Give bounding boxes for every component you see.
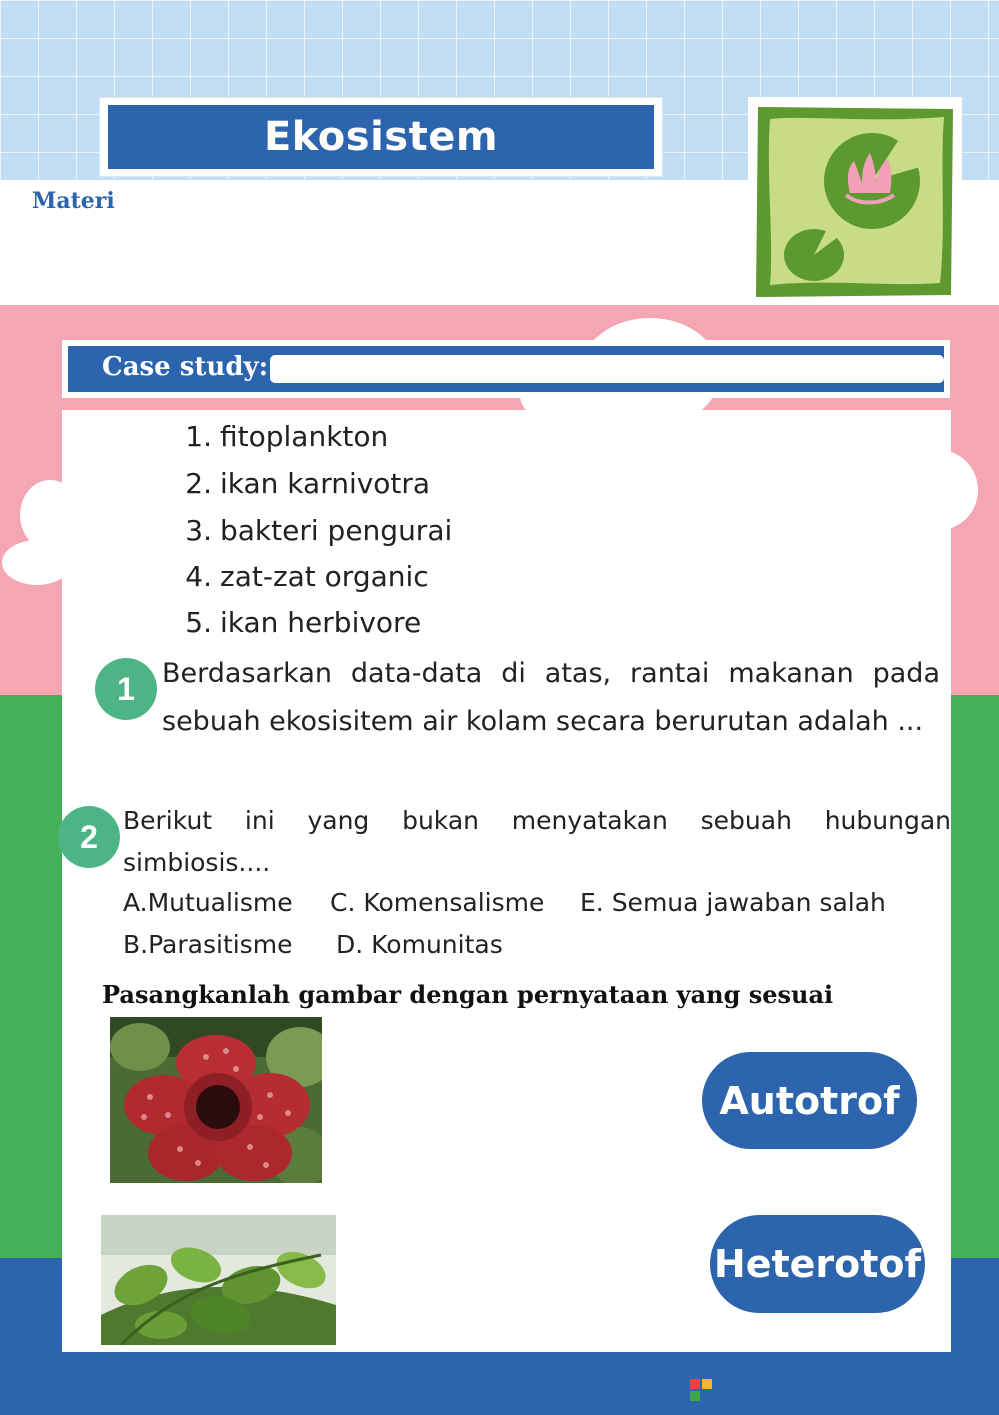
lily-pad-logo xyxy=(748,97,962,305)
label-autotrof[interactable]: Autotrof xyxy=(702,1052,917,1149)
plant-leaves-image[interactable] xyxy=(101,1215,336,1345)
case-study-banner xyxy=(68,346,944,392)
list-number: 5. xyxy=(185,606,212,639)
answer-option[interactable]: E. Semua jawaban salah xyxy=(580,888,886,917)
page-title: Ekosistem xyxy=(263,114,499,160)
liveworksheets-logo xyxy=(690,1374,972,1406)
rafflesia-flower-image[interactable] xyxy=(110,1017,322,1183)
list-text: ikan herbivore xyxy=(220,606,422,639)
section-label: Materi xyxy=(32,188,115,214)
question-2-text: Berikut ini yang bukan menyatakan sebuah hubungan simbiosis.... xyxy=(123,806,951,877)
case-study-bar xyxy=(62,340,950,398)
worksheet-panel xyxy=(62,410,951,1352)
title-box xyxy=(100,98,662,176)
answer-option[interactable]: A.Mutualisme xyxy=(123,888,293,917)
list-number: 4. xyxy=(185,560,212,593)
matching-instruction: Pasangkanlah gambar dengan pernyataan yang sesuai xyxy=(102,980,834,1009)
question-1-text: Berdasarkan data-data di atas, rantai makanan pada sebuah ekosisitem air kolam secara berurutan adalah ... xyxy=(162,658,940,737)
list-number: 2. xyxy=(185,467,212,500)
question-number-badge: 1 xyxy=(95,658,157,720)
title-banner xyxy=(108,105,654,169)
brand-name: LIVEWORKSHEETS xyxy=(716,1374,972,1405)
case-study-input[interactable] xyxy=(270,355,944,383)
lily-pad-icon xyxy=(748,97,962,305)
question-number-badge: 2 xyxy=(58,806,120,868)
list-number: 3. xyxy=(185,514,212,547)
list-text: zat-zat organic xyxy=(220,560,429,593)
label-heterotof[interactable]: Heterotof xyxy=(710,1215,925,1313)
answer-option[interactable]: D. Komunitas xyxy=(336,930,503,959)
answer-option[interactable]: C. Komensalisme xyxy=(330,888,545,917)
leaves-icon xyxy=(101,1215,336,1345)
list-text: fitoplankton xyxy=(220,420,389,453)
case-study-label: Case study: xyxy=(102,352,269,382)
list-text: ikan karnivotra xyxy=(220,467,431,500)
list-text: bakteri pengurai xyxy=(220,514,453,547)
brand-squares-icon xyxy=(690,1379,712,1401)
rafflesia-icon xyxy=(110,1017,322,1183)
list-number: 1. xyxy=(185,420,212,453)
answer-option[interactable]: B.Parasitisme xyxy=(123,930,293,959)
